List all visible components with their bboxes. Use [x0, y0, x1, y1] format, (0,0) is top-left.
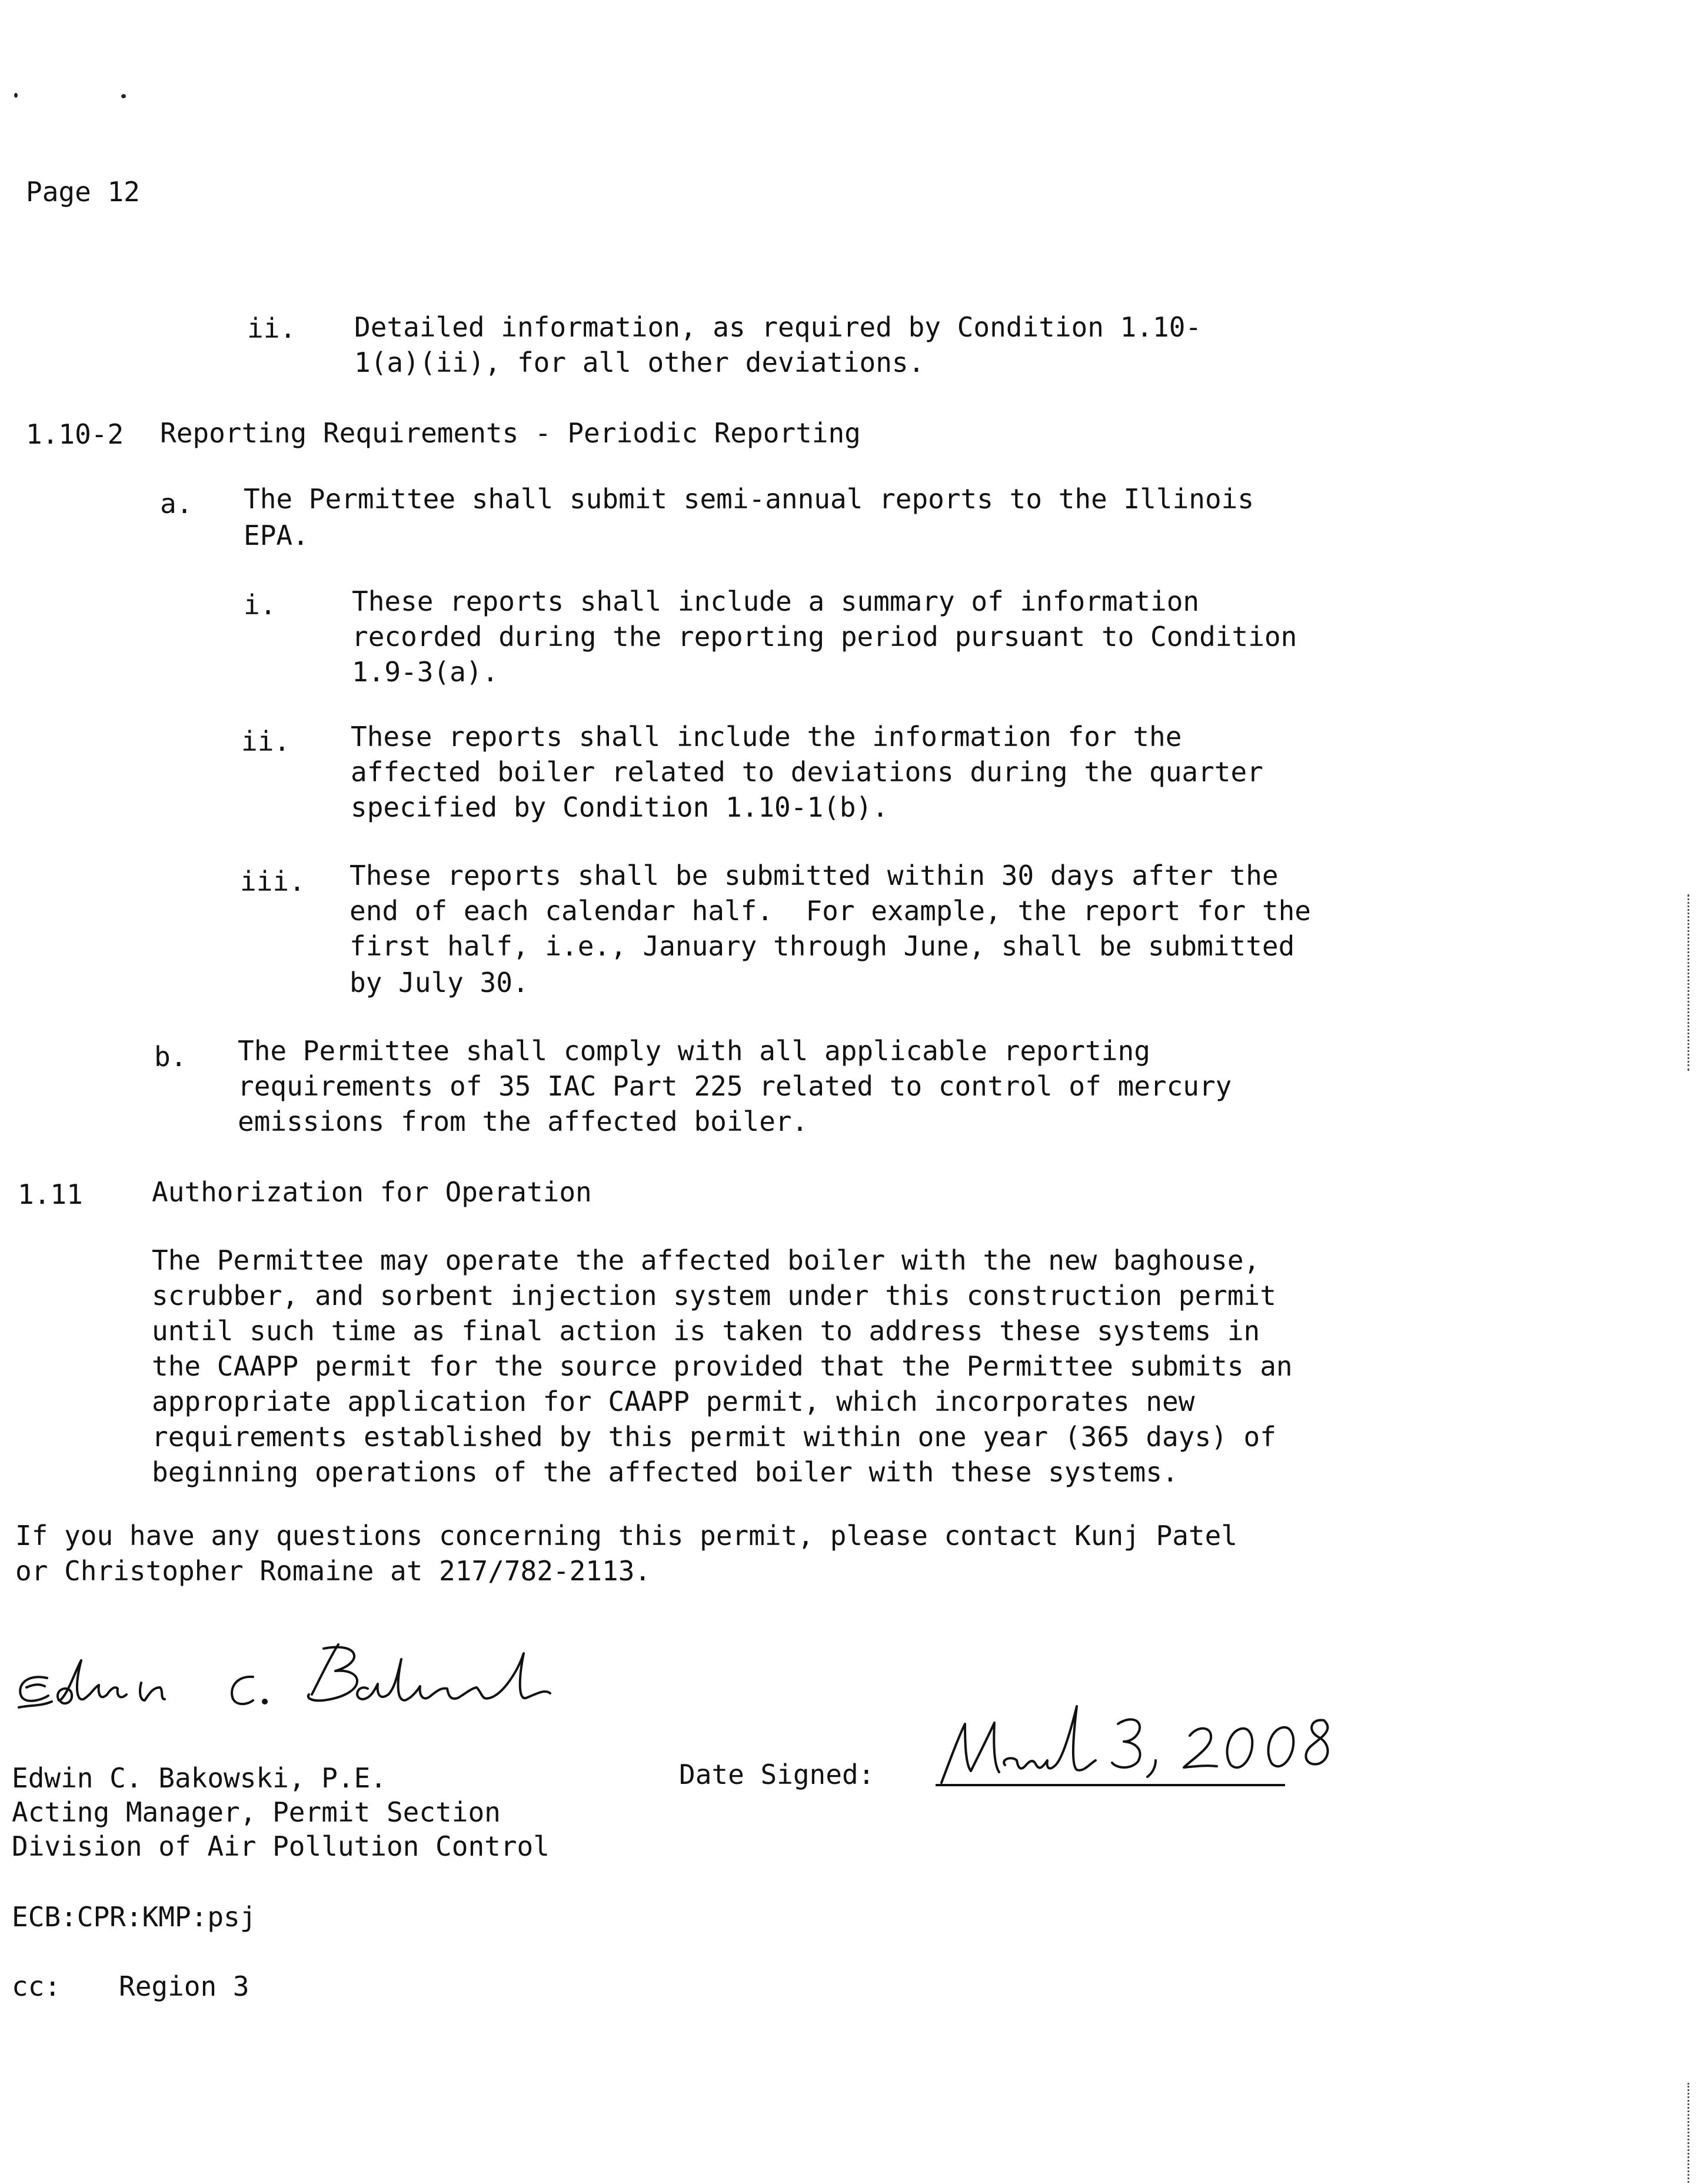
paragraph-line: requirements of 35 IAC Part 225 related to control of mercury: [238, 1070, 1232, 1102]
contact-line: If you have any questions concerning this permit, please contact Kunj Patel: [15, 1520, 1238, 1552]
reference-initials: ECB:CPR:KMP:psj: [12, 1901, 257, 1933]
list-item-line: These reports shall include a summary of information: [352, 585, 1200, 617]
subsection-letter: b.: [154, 1041, 187, 1073]
paragraph-line: The Permittee shall submit semi-annual reports to the Illinois: [244, 483, 1254, 515]
section-title: Reporting Requirements - Periodic Reporting: [160, 417, 861, 449]
section-title: Authorization for Operation: [152, 1176, 592, 1208]
paragraph-line: the CAAPP permit for the source provided that the Permittee submits an: [152, 1350, 1293, 1382]
list-item-number: i.: [244, 589, 277, 621]
date-signed-label: Date Signed:: [679, 1759, 875, 1790]
cc-recipient: Region 3: [119, 1970, 249, 2002]
list-item-line: 1.9-3(a).: [352, 656, 499, 688]
section-number: 1.11: [18, 1178, 83, 1210]
list-item-line: end of each calendar half. For example, the report for the: [350, 895, 1311, 927]
scan-speck: [121, 94, 126, 98]
list-item-line: specified by Condition 1.10-1(b).: [351, 791, 888, 823]
paragraph-line: scrubber, and sorbent injection system under this construction permit: [152, 1280, 1276, 1311]
signer-name: Edwin C. Bakowski, P.E.: [12, 1762, 387, 1794]
scan-edge-mark: [1688, 2083, 1689, 2183]
paragraph-line: The Permittee shall comply with all applicable reporting: [238, 1035, 1150, 1067]
scan-speck: [14, 93, 18, 98]
list-item-number: iii.: [240, 865, 305, 897]
list-item-line: affected boiler related to deviations during the quarter: [351, 756, 1263, 788]
list-item-line: These reports shall include the information for the: [351, 721, 1182, 753]
paragraph-line: The Permittee may operate the affected boiler with the new baghouse,: [152, 1244, 1260, 1276]
cc-label: cc:: [12, 1970, 61, 2002]
list-item-line: recorded during the reporting period pursuant to Condition: [352, 621, 1297, 652]
handwritten-signature: [6, 1612, 583, 1730]
contact-line: or Christopher Romaine at 217/782-2113.: [15, 1555, 651, 1587]
signer-division: Division of Air Pollution Control: [12, 1830, 550, 1862]
item-ii-number: ii.: [247, 312, 297, 344]
signer-position: Acting Manager, Permit Section: [12, 1796, 501, 1828]
paragraph-line: emissions from the affected boiler.: [238, 1106, 808, 1137]
list-item-line: by July 30.: [350, 967, 529, 998]
handwritten-date: [930, 1694, 1342, 1795]
paragraph-line: beginning operations of the affected boiler with these systems.: [152, 1456, 1179, 1488]
section-number: 1.10-2: [26, 418, 124, 450]
paragraph-line: until such time as final action is taken to address these systems in: [152, 1315, 1260, 1347]
subsection-letter: a.: [160, 488, 193, 520]
scan-edge-mark: [1688, 894, 1689, 1071]
list-item-line: first half, i.e., January through June, shall be submitted: [350, 930, 1295, 962]
paragraph-line: appropriate application for CAAPP permit, which incorporates new: [152, 1386, 1195, 1417]
item-ii-line: Detailed information, as required by Condition 1.10-: [354, 311, 1202, 343]
date-signature-line: [936, 1784, 1285, 1786]
paragraph-line: EPA.: [244, 520, 309, 551]
list-item-line: These reports shall be submitted within 30 days after the: [350, 860, 1279, 891]
paragraph-line: requirements established by this permit within one year (365 days) of: [152, 1421, 1276, 1453]
item-ii-line: 1(a)(ii), for all other deviations.: [354, 347, 925, 378]
list-item-number: ii.: [241, 725, 291, 757]
page-number: Page 12: [26, 176, 140, 208]
